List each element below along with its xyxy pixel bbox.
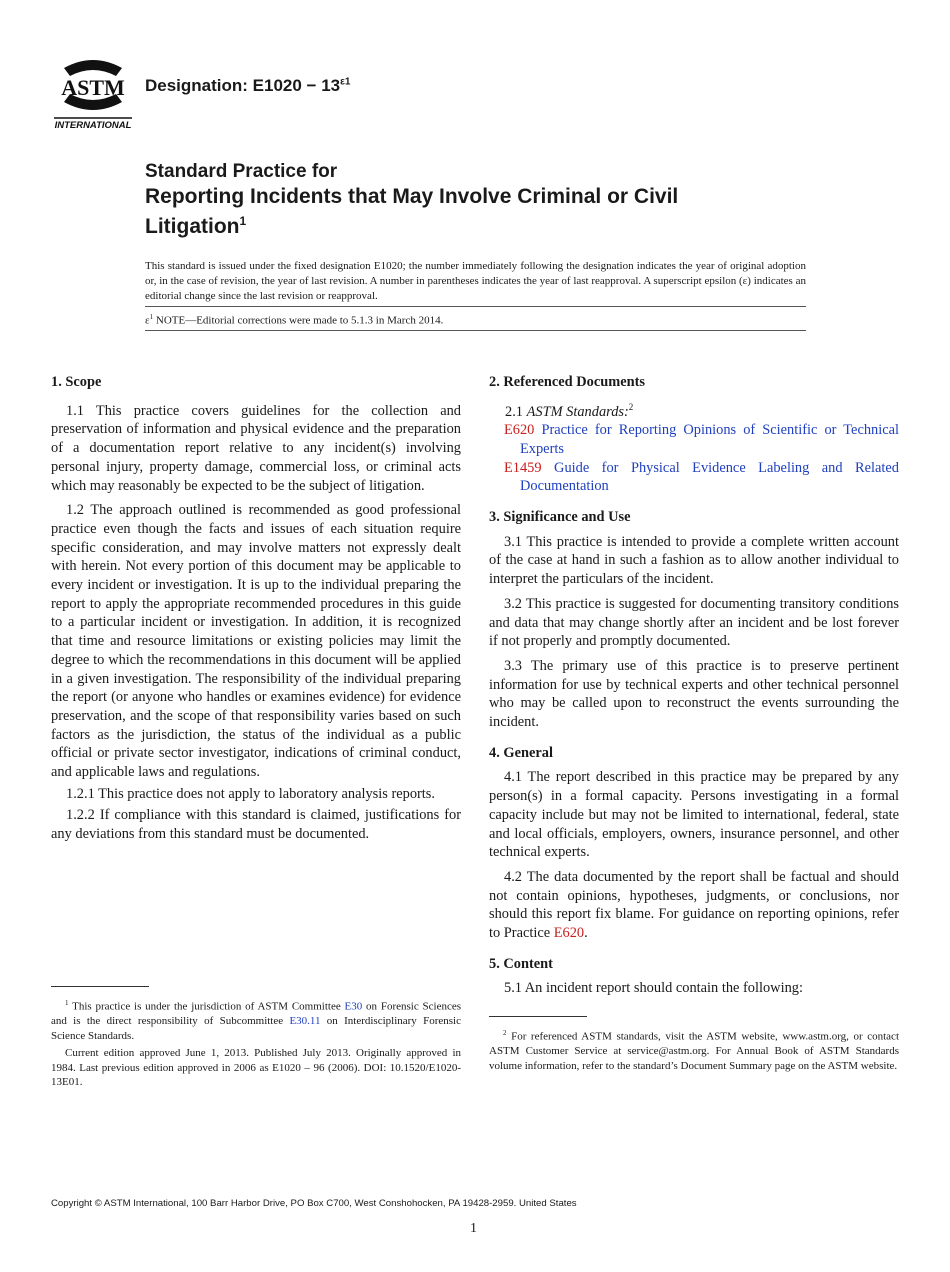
link-e620[interactable]: E620: [553, 925, 585, 942]
reference-code: E620: [504, 422, 535, 439]
logo-subtext: INTERNATIONAL: [54, 120, 132, 131]
copyright-footer: Copyright © ASTM International, 100 Barr Harbor Drive, PO Box C700, West Conshohocken, PA 19428-2959. United States: [51, 1198, 577, 1209]
footnote-1-edition: Current edition approved June 1, 2013. Published July 2013. Originally approved in 1984. Last previous edition approved in 2006 as E1020 – 96 (2006). DOI: 10.1520/E1020-13E01.: [51, 1047, 461, 1089]
logo-text: ASTM: [61, 75, 125, 100]
reference-e1459[interactable]: [489, 459, 899, 496]
paragraph-1-2: 1.2 The approach outlined is recommended as good professional practice even though the facts and issues of each situation require specific consideration, and may involve matters not expressly dealt with herein. Not every portion of this document may be applicable to every incident or investigation. It is up to the individual preparing the report to apply the appropriate recommended procedures in this guide to a particular incident or investigation. In addition, it is recognized that time and resource limitations or existing policies may limit the degree to which the recommendations in this document will be applied in a given investigation. The responsibility of the individual preparing the report (or anyone who handles or examines evidence) for evidence preservation, and the scope of that responsibility varies based on such factors as the jurisdiction, the status of the individual as a public official or private sector investigator, indications of criminal conduct, and applicable laws and regulations.: [51, 502, 461, 781]
title-line-2: Reporting Incidents that May Involve Criminal or Civil: [145, 185, 679, 208]
title-line-3: Litigation$^1$: [145, 214, 247, 238]
footnote-divider: [489, 1016, 587, 1017]
designation-text: Designation: E1020 − 13: [145, 76, 341, 95]
section-heading-referenced-documents: 2. Referenced Documents: [489, 374, 645, 390]
section-heading-scope: 1. Scope: [51, 374, 102, 390]
footnote-2-text: $^2$ For referenced ASTM standards, visit the ASTM website, www.astm.org, or contact ASTM Customer Service at service@astm.org. For Annual Book of ASTM Standards volume information, refer to the standard’s Document Summary page on the ASTM website.: [489, 1029, 899, 1072]
right-column: [489, 373, 899, 1004]
paragraph-1-1: 1.1 This practice covers guidelines for the collection and preservation of information and physical evidence and the preparation of a documentation report relative to any incident(s) involving personal injury, property damage, commercial loss, or criminal acts which may reasonably be expected to be the subject of litigation.: [51, 402, 461, 494]
section-heading-content: 5. Content: [489, 955, 553, 972]
paragraph-3-1: 3.1 This practice is intended to provide a complete written account of the case at hand in such a fashion as to allow another individual to interpret the particulars of the incident.: [489, 533, 899, 588]
document-title: [145, 160, 805, 239]
paragraph-4-2: 4.2 The data documented by the report shall be factual and should not contain opinions, hypotheses, judgments, or conclusions, nor should this report fix blame. For guidance on reporting opinions, refer to Practice E620.: [489, 868, 899, 942]
title-footnote-ref[interactable]: 1: [239, 214, 247, 228]
paragraph-1-2-2: 1.2.2 If compliance with this standard is claimed, justifications for any deviations from this standard must be documented.: [51, 807, 461, 843]
left-column: [51, 373, 461, 847]
footnote-1: [51, 996, 461, 1090]
footnote-2: [489, 1026, 899, 1073]
designation-epsilon: ε1: [340, 76, 351, 88]
footnote-divider: [51, 986, 149, 987]
preamble: This standard is issued under the fixed designation E1020; the number immediately following the designation indicates the year of original adoption or, in the case of revision, the year of last revision. A number in parentheses indicates the year of last reapproval. A superscript epsilon (ε) indicates an editorial change since the last revision or reapproval.: [145, 260, 806, 302]
page-number: 1: [470, 1221, 477, 1236]
paragraph-3-3: 3.3 The primary use of this practice is to preserve pertinent information for use by technical experts and other technical personnel who may be called upon to reconstruct the events surrounding the incident.: [489, 657, 899, 731]
section-heading-general: 4. General: [489, 744, 553, 761]
title-line-1: Standard Practice for: [145, 161, 338, 182]
reference-code: E1459: [504, 459, 542, 476]
paragraph-5-1: 5.1 An incident report should contain the following:: [504, 980, 803, 997]
astm-logo-icon: [52, 58, 134, 132]
paragraph-1-2-1: 1.2.1 This practice does not apply to laboratory analysis reports.: [66, 785, 436, 802]
divider: [145, 306, 806, 307]
reference-title: Practice for Reporting Opinions of Scientific or Technical Experts: [520, 422, 899, 457]
link-e30[interactable]: E30: [344, 1000, 363, 1013]
section-heading-significance: 3. Significance and Use: [489, 509, 631, 526]
reference-e620[interactable]: [489, 421, 899, 458]
designation: [145, 76, 350, 96]
paragraph-4-1: 4.1 The report described in this practice may be prepared by any person(s) in a formal capacity. Persons investigating in a formal capacity include but may not be limited to international, federal, state and local officials, employers, owners, insurance personnel, and other technical experts.: [489, 769, 899, 861]
astm-logo: [52, 58, 134, 132]
paragraph-3-2: 3.2 This practice is suggested for documenting transitory conditions and data that may change shortly after an incident and be lost forever if not properly and promptly documented.: [489, 595, 899, 650]
divider: [145, 330, 806, 331]
link-e30-11[interactable]: E30.11: [289, 1015, 321, 1028]
editorial-note: $\varepsilon^1$ NOTE—Editorial corrections were made to 5.1.3 in March 2014.: [145, 313, 444, 327]
reference-title: Guide for Physical Evidence Labeling and Related Documentation: [520, 459, 899, 495]
footnote-1-text: $^1$ This practice is under the jurisdiction of ASTM Committee E30 on Forensic Sciences and is the direct responsibility of Subcommittee E30.11 on Interdisciplinary Forensic Science Standards.: [51, 999, 461, 1042]
astm-standards-label: 2.1 ASTM Standards:$^2$: [505, 401, 634, 420]
